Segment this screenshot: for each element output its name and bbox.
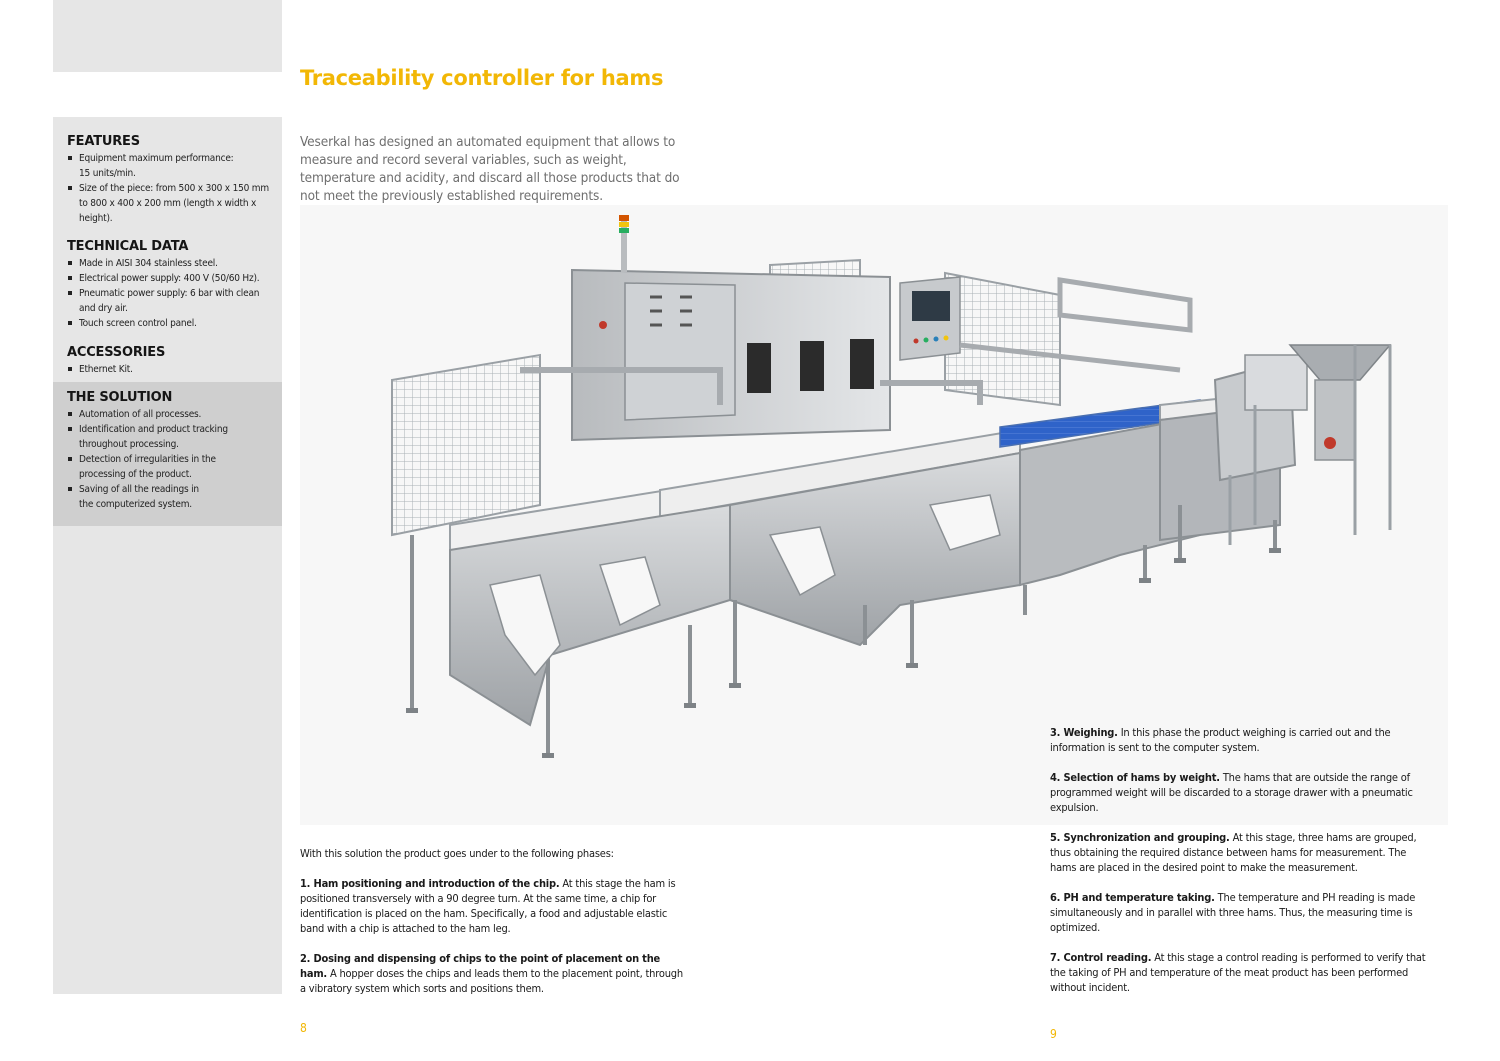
top-gray-block [53, 0, 282, 72]
features-section [67, 134, 277, 226]
phase-text: At this stage, three hams are grouped, thus obtaining the required distance between hams for measurement. The hams are placed in the desired point to make the measurement. [1050, 831, 1417, 874]
phase-heading: 4. Selection of hams by weight. [1050, 771, 1220, 784]
page-number-left: 8 [300, 1021, 307, 1035]
accessories-title: ACCESSORIES [67, 345, 166, 360]
technical-data-item: Made in AISI 304 stainless steel. [67, 256, 277, 271]
solution-section [67, 390, 277, 512]
phase-heading: 6. PH and temperature taking. [1050, 891, 1215, 904]
technical-data-title: TECHNICAL DATA [67, 239, 189, 254]
phase-heading: 1. Ham positioning and introduction of the chip. [300, 877, 560, 890]
solution-title: THE SOLUTION [67, 390, 173, 405]
solution-item: Saving of all the readings in the computerized system. [67, 482, 214, 512]
phase-4 [1050, 770, 1430, 815]
accessories-item: Ethernet Kit. [67, 362, 277, 377]
page-title: Traceability controller for hams [300, 66, 664, 90]
solution-item: Detection of irregularities in the processing of the product. [67, 452, 219, 482]
page-number-right: 9 [1050, 1027, 1057, 1041]
intro-paragraph: Veserkal has designed an automated equipment that allows to measure and record several variables, such as weight, temperature and acidity, and discard all those products that do not meet the previously established requirements. [300, 134, 680, 204]
phase-text: A hopper doses the chips and leads them to the placement point, through a vibratory system which sorts and positions them. [300, 967, 683, 995]
phase-3 [1050, 725, 1430, 755]
technical-data-item: Touch screen control panel. [67, 316, 277, 331]
solution-item: Identification and product tracking throughout processing. [67, 422, 244, 452]
phase-text: In this phase the product weighing is carried out and the information is sent to the computer system. [1050, 726, 1391, 754]
phase-text: The hams that are outside the range of programmed weight will be discarded to a storage drawer with a pneumatic expulsion. [1050, 771, 1413, 814]
technical-data-item: Pneumatic power supply: 6 bar with clean and dry air. [67, 286, 269, 316]
phase-heading: 3. Weighing. [1050, 726, 1118, 739]
phase-heading: 7. Control reading. [1050, 951, 1152, 964]
phase-text: The temperature and PH reading is made simultaneously and in parallel with three hams. Thus, the measuring time is optimized. [1050, 891, 1416, 934]
phase-5 [1050, 830, 1430, 875]
phase-heading: 5. Synchronization and grouping. [1050, 831, 1230, 844]
phases-right-column [1050, 725, 1430, 1010]
phase-2 [300, 951, 690, 996]
features-title: FEATURES [67, 134, 140, 149]
accessories-section [67, 345, 277, 377]
features-item: Equipment maximum performance: 15 units/min. [67, 151, 239, 181]
phase-7 [1050, 950, 1430, 995]
solution-item: Automation of all processes. [67, 407, 277, 422]
phases-left-column [300, 846, 690, 1011]
phases-intro: With this solution the product goes under to the following phases: [300, 847, 614, 860]
technical-data-item: Electrical power supply: 400 V (50/60 Hz). [67, 271, 277, 286]
phase-6 [1050, 890, 1430, 935]
phase-heading: 2. Dosing and dispensing of chips to the point of placement on the ham. [300, 952, 661, 980]
phase-text: At this stage a control reading is performed to verify that the taking of PH and temperature of the meat product has been performed without incident. [1050, 951, 1426, 994]
phase-1 [300, 876, 690, 936]
features-item: Size of the piece: from 500 x 300 x 150 mm to 800 x 400 x 200 mm (length x width x height). [67, 181, 279, 226]
phase-text: At this stage the ham is positioned transversely with a 90 degree turn. At the same time, a chip for identification is placed on the ham. Specifically, a food and adjustable elastic band with a chip is attached to the ham leg. [300, 877, 676, 935]
sidebar [53, 117, 282, 994]
technical-data-section [67, 239, 277, 331]
